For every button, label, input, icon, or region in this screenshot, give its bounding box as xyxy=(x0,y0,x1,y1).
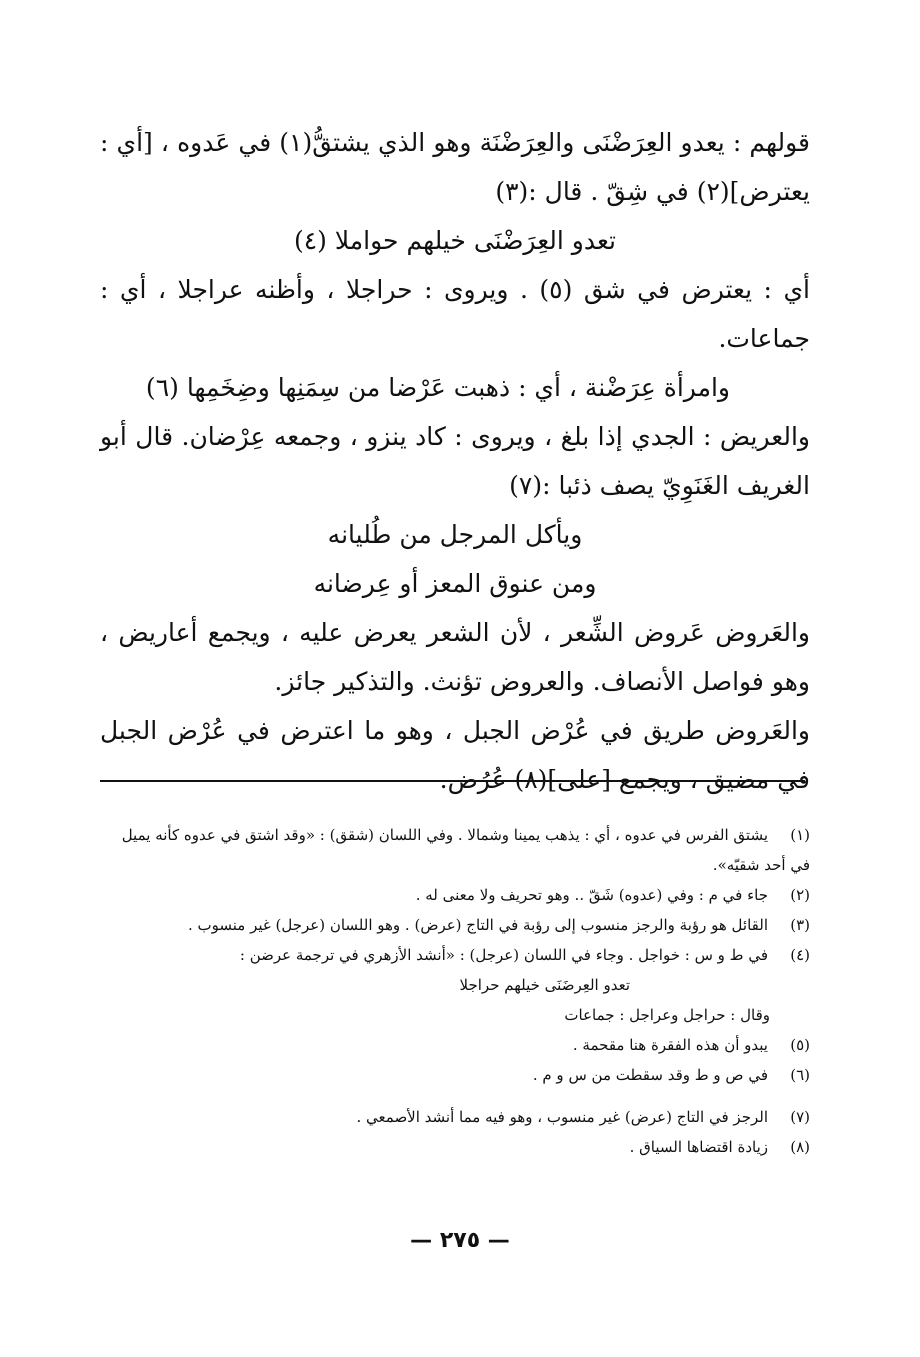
paragraph-3: وامرأة عِرَضْنة ، أي : ذهبت عَرْضا من سِمَنِها وضِخَمِها (٦) xyxy=(145,373,730,402)
footnotes xyxy=(100,820,810,1162)
paragraph-5: والعَروض عَروض الشِّعر ، لأن الشعر يعرض عليه ، ويجمع أعاريض ، وهو فواصل الأنصاف. والعروض تؤنث. والتذكير جائز. xyxy=(100,618,810,696)
footnote-5 xyxy=(100,1030,810,1060)
footnote-text: جاء في م : وفي (عدوه) شَقّ .. وهو تحريف ولا معنى له . xyxy=(415,886,768,904)
footnote-number: (٨) xyxy=(790,1138,810,1156)
footnote-1 xyxy=(100,820,810,880)
verse-3: ومن عنوق المعز أو عِرضانه xyxy=(313,569,597,598)
footnote-text: يشتق الفرس في عدوه ، أي : يذهب يمينا وشمالا . وفي اللسان (شقق) : «وقد اشتق في عدوه كأنه يميل في أحد شقيّه». xyxy=(121,826,810,874)
footnote-number: (٥) xyxy=(790,1036,810,1054)
footnote-2 xyxy=(100,880,810,910)
paragraph-4: والعريض : الجدي إذا بلغ ، ويروى : كاد ينزو ، وجمعه عِرْضان. قال أبو الغريف الغَنَوِيّ يصف ذئبا :(٧) xyxy=(100,422,810,500)
footnote-number: (٧) xyxy=(790,1108,810,1126)
footnote-text: في ط و س : خواجل . وجاء في اللسان (عرجل) : «أنشد الأزهري في ترجمة عرضن : xyxy=(239,946,768,964)
footnote-number: (٦) xyxy=(790,1066,810,1084)
paragraph-6: والعَروض طريق في عُرْض الجبل ، وهو ما اعترض في عُرْض الجبل في مضيق ، ويجمع [على](٨) عُرُض. xyxy=(100,716,810,794)
page-number: — ٢٧٥ — xyxy=(410,1228,510,1253)
footnote-number: (٢) xyxy=(790,886,810,904)
footnote-text: في ص و ط وقد سقطت من س و م . xyxy=(532,1066,768,1084)
footnote-text: الرجز في التاج (عرض) غير منسوب ، وهو فيه مما أنشد الأصمعي . xyxy=(356,1108,768,1126)
main-text xyxy=(100,118,810,804)
paragraph-2: أي : يعترض في شق (٥) . ويروى : حراجلا ، وأظنه عراجلا ، أي : جماعات. xyxy=(100,275,810,353)
footnote-number: (٣) xyxy=(790,916,810,934)
footnote-gap xyxy=(100,1090,810,1102)
footnote-4-verse: تعدو العِرضَنَى خيلهم حراجلا xyxy=(459,976,630,994)
footnote-4-note: وقال : حراجل وعراجل : جماعات xyxy=(564,1006,770,1024)
verse-1: تعدو العِرَضْنَى خيلهم حواملا (٤) xyxy=(293,226,617,255)
verse-2: ويأكل المرجل من طُليانه xyxy=(327,520,583,549)
paragraph-1: قولهم : يعدو العِرَضْنَى والعِرَضْنَة وهو الذي يشتقُّ(١) في عَدوه ، [أي : يعترض](٢) في شِقّ . قال :(٣) xyxy=(100,128,810,206)
footnote-6 xyxy=(100,1060,810,1090)
footnote-number: (١) xyxy=(790,826,810,844)
footnote-text: يبدو أن هذه الفقرة هنا مقحمة . xyxy=(572,1036,768,1054)
footnote-8 xyxy=(100,1132,810,1162)
footnote-text: زيادة اقتضاها السياق . xyxy=(629,1138,768,1156)
footnote-3 xyxy=(100,910,810,940)
footnote-4 xyxy=(100,940,810,970)
footnote-7 xyxy=(100,1102,810,1132)
footnote-text: القائل هو رؤبة والرجز منسوب إلى رؤبة في التاج (عرض) . وهو اللسان (عرجل) غير منسوب . xyxy=(187,916,768,934)
footnote-separator xyxy=(100,780,805,782)
footnote-number: (٤) xyxy=(790,946,810,964)
